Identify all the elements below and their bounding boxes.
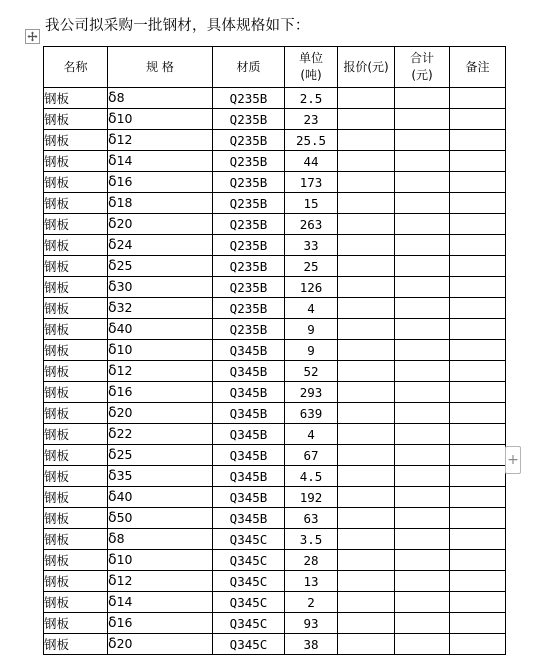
spec-value: 12 bbox=[116, 132, 133, 147]
cell-material[interactable]: Q235B bbox=[213, 193, 285, 214]
table-row bbox=[44, 550, 506, 571]
cell-quantity[interactable]: 13 bbox=[285, 571, 338, 592]
spec-value: 10 bbox=[116, 111, 133, 126]
spec-value: 8 bbox=[116, 531, 125, 546]
cell-name[interactable]: 钢板 bbox=[44, 319, 108, 340]
cell-total[interactable] bbox=[395, 424, 450, 445]
cell-spec[interactable] bbox=[108, 130, 213, 151]
delta-symbol: δ bbox=[108, 426, 117, 442]
cell-total[interactable] bbox=[395, 361, 450, 382]
cell-name[interactable]: 钢板 bbox=[44, 130, 108, 151]
spec-value: 22 bbox=[116, 426, 133, 441]
cell-price[interactable] bbox=[338, 256, 395, 277]
cell-total[interactable] bbox=[395, 319, 450, 340]
delta-symbol: δ bbox=[108, 90, 117, 106]
cell-remark[interactable] bbox=[450, 445, 506, 466]
cell-spec[interactable] bbox=[108, 634, 213, 655]
cell-price[interactable] bbox=[338, 382, 395, 403]
cell-price[interactable] bbox=[338, 613, 395, 634]
delta-symbol: δ bbox=[108, 468, 117, 484]
table-row bbox=[44, 319, 506, 340]
header-unit bbox=[285, 47, 338, 88]
cell-name[interactable]: 钢板 bbox=[44, 529, 108, 550]
cell-spec[interactable] bbox=[108, 424, 213, 445]
cell-quantity[interactable]: 2.5 bbox=[285, 88, 338, 109]
cell-quantity[interactable]: 192 bbox=[285, 487, 338, 508]
cell-remark[interactable] bbox=[450, 340, 506, 361]
cell-spec[interactable] bbox=[108, 550, 213, 571]
cell-name[interactable]: 钢板 bbox=[44, 277, 108, 298]
cell-spec[interactable] bbox=[108, 256, 213, 277]
cell-total[interactable] bbox=[395, 466, 450, 487]
cell-name[interactable]: 钢板 bbox=[44, 172, 108, 193]
header-remark: 备注 bbox=[450, 47, 506, 88]
delta-symbol: δ bbox=[108, 300, 117, 316]
header-unit-line2: (吨) bbox=[300, 68, 322, 82]
delta-symbol: δ bbox=[108, 384, 117, 400]
cell-spec[interactable] bbox=[108, 277, 213, 298]
header-total-line2: (元) bbox=[411, 68, 433, 82]
cell-price[interactable] bbox=[338, 193, 395, 214]
cell-name[interactable]: 钢板 bbox=[44, 340, 108, 361]
cell-total[interactable] bbox=[395, 634, 450, 655]
delta-symbol: δ bbox=[108, 489, 117, 505]
cell-name[interactable]: 钢板 bbox=[44, 214, 108, 235]
cell-price[interactable] bbox=[338, 172, 395, 193]
cell-remark[interactable] bbox=[450, 592, 506, 613]
cell-spec[interactable] bbox=[108, 109, 213, 130]
cell-quantity[interactable]: 67 bbox=[285, 445, 338, 466]
spec-value: 10 bbox=[116, 342, 133, 357]
delta-symbol: δ bbox=[108, 153, 117, 169]
spec-value: 16 bbox=[116, 384, 133, 399]
cell-remark[interactable] bbox=[450, 319, 506, 340]
cell-price[interactable] bbox=[338, 424, 395, 445]
cell-remark[interactable] bbox=[450, 613, 506, 634]
cell-remark[interactable] bbox=[450, 508, 506, 529]
table-row bbox=[44, 508, 506, 529]
cell-material[interactable]: Q345B bbox=[213, 424, 285, 445]
steel-spec-table bbox=[43, 46, 506, 655]
cell-quantity[interactable]: 15 bbox=[285, 193, 338, 214]
delta-symbol: δ bbox=[108, 636, 117, 652]
cell-price[interactable] bbox=[338, 109, 395, 130]
cell-spec[interactable] bbox=[108, 361, 213, 382]
spec-value: 30 bbox=[116, 279, 133, 294]
cell-total[interactable] bbox=[395, 235, 450, 256]
cell-price[interactable] bbox=[338, 235, 395, 256]
cell-total[interactable] bbox=[395, 340, 450, 361]
cell-quantity[interactable]: 28 bbox=[285, 550, 338, 571]
cell-remark[interactable] bbox=[450, 172, 506, 193]
cell-name[interactable]: 钢板 bbox=[44, 256, 108, 277]
table-row bbox=[44, 592, 506, 613]
plus-icon: + bbox=[507, 452, 519, 468]
delta-symbol: δ bbox=[108, 573, 117, 589]
cell-remark[interactable] bbox=[450, 277, 506, 298]
delta-symbol: δ bbox=[108, 132, 117, 148]
spec-value: 40 bbox=[116, 489, 133, 504]
intro-text: 我公司拟采购一批钢材，具体规格如下： bbox=[45, 18, 310, 34]
header-material: 材质 bbox=[213, 47, 285, 88]
cell-quantity[interactable]: 9 bbox=[285, 340, 338, 361]
cell-price[interactable] bbox=[338, 487, 395, 508]
spec-value: 16 bbox=[116, 174, 133, 189]
delta-symbol: δ bbox=[108, 258, 117, 274]
cell-quantity[interactable]: 93 bbox=[285, 613, 338, 634]
cell-price[interactable] bbox=[338, 340, 395, 361]
spec-value: 16 bbox=[116, 615, 133, 630]
cell-price[interactable] bbox=[338, 445, 395, 466]
cell-material[interactable]: Q235B bbox=[213, 277, 285, 298]
cell-material[interactable]: Q235B bbox=[213, 256, 285, 277]
cell-spec[interactable] bbox=[108, 466, 213, 487]
cell-remark[interactable] bbox=[450, 151, 506, 172]
cell-name[interactable]: 钢板 bbox=[44, 361, 108, 382]
cell-price[interactable] bbox=[338, 466, 395, 487]
cell-quantity[interactable]: 639 bbox=[285, 403, 338, 424]
spec-value: 12 bbox=[116, 573, 133, 588]
cell-material[interactable]: Q235B bbox=[213, 319, 285, 340]
cell-spec[interactable] bbox=[108, 445, 213, 466]
cell-remark[interactable] bbox=[450, 487, 506, 508]
table-row bbox=[44, 277, 506, 298]
table-row bbox=[44, 361, 506, 382]
cell-spec[interactable] bbox=[108, 235, 213, 256]
cell-spec[interactable] bbox=[108, 88, 213, 109]
cell-remark[interactable] bbox=[450, 256, 506, 277]
delta-symbol: δ bbox=[108, 279, 117, 295]
cell-remark[interactable] bbox=[450, 88, 506, 109]
table-row bbox=[44, 634, 506, 655]
table-move-handle[interactable] bbox=[25, 29, 40, 44]
delta-symbol: δ bbox=[108, 111, 117, 127]
delta-symbol: δ bbox=[108, 615, 117, 631]
table-row bbox=[44, 298, 506, 319]
cell-material[interactable]: Q345B bbox=[213, 340, 285, 361]
spec-value: 24 bbox=[116, 237, 133, 252]
cell-total[interactable] bbox=[395, 277, 450, 298]
cell-price[interactable] bbox=[338, 277, 395, 298]
cell-quantity[interactable]: 38 bbox=[285, 634, 338, 655]
cell-material[interactable]: Q345B bbox=[213, 361, 285, 382]
spec-value: 32 bbox=[116, 300, 133, 315]
table-row bbox=[44, 109, 506, 130]
cell-price[interactable] bbox=[338, 319, 395, 340]
cell-remark[interactable] bbox=[450, 214, 506, 235]
cell-total[interactable] bbox=[395, 193, 450, 214]
cell-total[interactable] bbox=[395, 130, 450, 151]
spec-value: 18 bbox=[116, 195, 133, 210]
cell-total[interactable] bbox=[395, 592, 450, 613]
table-body bbox=[44, 88, 506, 655]
cell-total[interactable] bbox=[395, 151, 450, 172]
cell-remark[interactable] bbox=[450, 529, 506, 550]
cell-material[interactable]: Q235B bbox=[213, 88, 285, 109]
spec-value: 25 bbox=[116, 447, 133, 462]
header-price: 报价(元) bbox=[338, 47, 395, 88]
delta-symbol: δ bbox=[108, 552, 117, 568]
cell-total[interactable] bbox=[395, 508, 450, 529]
cell-price[interactable] bbox=[338, 592, 395, 613]
cell-name[interactable]: 钢板 bbox=[44, 487, 108, 508]
table-row bbox=[44, 151, 506, 172]
cell-name[interactable]: 钢板 bbox=[44, 445, 108, 466]
cell-total[interactable] bbox=[395, 298, 450, 319]
cell-price[interactable] bbox=[338, 571, 395, 592]
cell-total[interactable] bbox=[395, 571, 450, 592]
cell-material[interactable]: Q345B bbox=[213, 382, 285, 403]
cell-quantity[interactable]: 2 bbox=[285, 592, 338, 613]
cell-quantity[interactable]: 3.5 bbox=[285, 529, 338, 550]
spec-value: 14 bbox=[116, 594, 133, 609]
cell-total[interactable] bbox=[395, 529, 450, 550]
delta-symbol: δ bbox=[108, 447, 117, 463]
delta-symbol: δ bbox=[108, 237, 117, 253]
cell-total[interactable] bbox=[395, 550, 450, 571]
cell-quantity[interactable]: 126 bbox=[285, 277, 338, 298]
header-total bbox=[395, 47, 450, 88]
delta-symbol: δ bbox=[108, 363, 117, 379]
cell-remark[interactable] bbox=[450, 130, 506, 151]
cell-material[interactable]: Q345B bbox=[213, 403, 285, 424]
spec-value: 50 bbox=[116, 510, 133, 525]
cell-remark[interactable] bbox=[450, 298, 506, 319]
cell-material[interactable]: Q235B bbox=[213, 151, 285, 172]
cell-spec[interactable] bbox=[108, 151, 213, 172]
cell-quantity[interactable]: 25.5 bbox=[285, 130, 338, 151]
cell-remark[interactable] bbox=[450, 403, 506, 424]
table-header-row bbox=[44, 47, 506, 88]
cell-material[interactable]: Q345C bbox=[213, 571, 285, 592]
cell-spec[interactable] bbox=[108, 613, 213, 634]
cell-name[interactable]: 钢板 bbox=[44, 235, 108, 256]
cell-material[interactable]: Q345B bbox=[213, 466, 285, 487]
cell-price[interactable] bbox=[338, 130, 395, 151]
cell-spec[interactable] bbox=[108, 508, 213, 529]
table-row bbox=[44, 613, 506, 634]
cell-name[interactable]: 钢板 bbox=[44, 382, 108, 403]
cell-material[interactable]: Q345C bbox=[213, 550, 285, 571]
cell-quantity[interactable]: 4.5 bbox=[285, 466, 338, 487]
table-row bbox=[44, 214, 506, 235]
cell-total[interactable] bbox=[395, 382, 450, 403]
table-row bbox=[44, 529, 506, 550]
cell-remark[interactable] bbox=[450, 550, 506, 571]
cell-material[interactable]: Q345C bbox=[213, 529, 285, 550]
cell-spec[interactable] bbox=[108, 403, 213, 424]
table-row bbox=[44, 571, 506, 592]
cell-remark[interactable] bbox=[450, 466, 506, 487]
cell-material[interactable]: Q235B bbox=[213, 109, 285, 130]
cell-quantity[interactable]: 33 bbox=[285, 235, 338, 256]
spec-value: 20 bbox=[116, 405, 133, 420]
cell-material[interactable]: Q345B bbox=[213, 508, 285, 529]
table-row bbox=[44, 130, 506, 151]
table-row bbox=[44, 256, 506, 277]
cell-material[interactable]: Q345C bbox=[213, 613, 285, 634]
cell-material[interactable]: Q345C bbox=[213, 592, 285, 613]
cell-material[interactable]: Q345C bbox=[213, 634, 285, 655]
cell-spec[interactable] bbox=[108, 298, 213, 319]
cell-price[interactable] bbox=[338, 214, 395, 235]
add-row-button[interactable] bbox=[505, 446, 521, 474]
cell-price[interactable] bbox=[338, 529, 395, 550]
header-name: 名称 bbox=[44, 47, 108, 88]
cell-price[interactable] bbox=[338, 88, 395, 109]
spec-value: 12 bbox=[116, 363, 133, 378]
delta-symbol: δ bbox=[108, 216, 117, 232]
cell-quantity[interactable]: 293 bbox=[285, 382, 338, 403]
cell-quantity[interactable]: 44 bbox=[285, 151, 338, 172]
delta-symbol: δ bbox=[108, 510, 117, 526]
cell-spec[interactable] bbox=[108, 592, 213, 613]
header-spec: 规 格 bbox=[108, 47, 213, 88]
cell-price[interactable] bbox=[338, 361, 395, 382]
cell-spec[interactable] bbox=[108, 382, 213, 403]
cell-name[interactable]: 钢板 bbox=[44, 613, 108, 634]
cell-name[interactable]: 钢板 bbox=[44, 298, 108, 319]
header-unit-line1: 单位 bbox=[298, 51, 323, 65]
cell-name[interactable]: 钢板 bbox=[44, 508, 108, 529]
cell-name[interactable]: 钢板 bbox=[44, 193, 108, 214]
cell-remark[interactable] bbox=[450, 361, 506, 382]
cell-name[interactable]: 钢板 bbox=[44, 109, 108, 130]
cell-price[interactable] bbox=[338, 298, 395, 319]
spec-value: 10 bbox=[116, 552, 133, 567]
table-row bbox=[44, 235, 506, 256]
cell-remark[interactable] bbox=[450, 382, 506, 403]
cell-remark[interactable] bbox=[450, 235, 506, 256]
cell-material[interactable]: Q345B bbox=[213, 445, 285, 466]
cell-name[interactable]: 钢板 bbox=[44, 424, 108, 445]
cell-price[interactable] bbox=[338, 151, 395, 172]
cell-name[interactable]: 钢板 bbox=[44, 88, 108, 109]
cell-spec[interactable] bbox=[108, 571, 213, 592]
cell-quantity[interactable]: 52 bbox=[285, 361, 338, 382]
cell-quantity[interactable]: 9 bbox=[285, 319, 338, 340]
table-row bbox=[44, 172, 506, 193]
delta-symbol: δ bbox=[108, 321, 117, 337]
cell-total[interactable] bbox=[395, 613, 450, 634]
delta-symbol: δ bbox=[108, 531, 117, 547]
table-row bbox=[44, 466, 506, 487]
cell-quantity[interactable]: 25 bbox=[285, 256, 338, 277]
cell-material[interactable]: Q345B bbox=[213, 487, 285, 508]
table-row bbox=[44, 382, 506, 403]
cell-spec[interactable] bbox=[108, 214, 213, 235]
move-arrows-icon bbox=[27, 31, 38, 42]
cell-price[interactable] bbox=[338, 550, 395, 571]
table-row bbox=[44, 445, 506, 466]
cell-remark[interactable] bbox=[450, 424, 506, 445]
cell-total[interactable] bbox=[395, 172, 450, 193]
cell-remark[interactable] bbox=[450, 193, 506, 214]
cell-price[interactable] bbox=[338, 508, 395, 529]
spec-value: 14 bbox=[116, 153, 133, 168]
spec-value: 20 bbox=[116, 636, 133, 651]
cell-total[interactable] bbox=[395, 109, 450, 130]
cell-name[interactable]: 钢板 bbox=[44, 592, 108, 613]
cell-material[interactable]: Q235B bbox=[213, 214, 285, 235]
spec-value: 35 bbox=[116, 468, 133, 483]
cell-spec[interactable] bbox=[108, 529, 213, 550]
delta-symbol: δ bbox=[108, 195, 117, 211]
cell-total[interactable] bbox=[395, 256, 450, 277]
delta-symbol: δ bbox=[108, 594, 117, 610]
cell-quantity[interactable]: 173 bbox=[285, 172, 338, 193]
table-row bbox=[44, 88, 506, 109]
cell-name[interactable]: 钢板 bbox=[44, 550, 108, 571]
cell-total[interactable] bbox=[395, 445, 450, 466]
cell-quantity[interactable]: 4 bbox=[285, 298, 338, 319]
delta-symbol: δ bbox=[108, 405, 117, 421]
cell-quantity[interactable]: 63 bbox=[285, 508, 338, 529]
cell-total[interactable] bbox=[395, 487, 450, 508]
table-row bbox=[44, 193, 506, 214]
cell-material[interactable]: Q235B bbox=[213, 235, 285, 256]
cell-quantity[interactable]: 23 bbox=[285, 109, 338, 130]
cell-remark[interactable] bbox=[450, 109, 506, 130]
spec-value: 20 bbox=[116, 216, 133, 231]
cell-spec[interactable] bbox=[108, 193, 213, 214]
cell-spec[interactable] bbox=[108, 172, 213, 193]
cell-quantity[interactable]: 263 bbox=[285, 214, 338, 235]
delta-symbol: δ bbox=[108, 342, 117, 358]
spec-value: 8 bbox=[116, 90, 125, 105]
cell-name[interactable]: 钢板 bbox=[44, 403, 108, 424]
table-row bbox=[44, 487, 506, 508]
delta-symbol: δ bbox=[108, 174, 117, 190]
cell-remark[interactable] bbox=[450, 634, 506, 655]
table-row bbox=[44, 340, 506, 361]
cell-quantity[interactable]: 4 bbox=[285, 424, 338, 445]
cell-spec[interactable] bbox=[108, 340, 213, 361]
cell-name[interactable]: 钢板 bbox=[44, 466, 108, 487]
cell-price[interactable] bbox=[338, 403, 395, 424]
cell-name[interactable]: 钢板 bbox=[44, 571, 108, 592]
cell-material[interactable]: Q235B bbox=[213, 172, 285, 193]
cell-total[interactable] bbox=[395, 88, 450, 109]
cell-remark[interactable] bbox=[450, 571, 506, 592]
cell-spec[interactable] bbox=[108, 487, 213, 508]
cell-total[interactable] bbox=[395, 403, 450, 424]
header-total-line1: 合计 bbox=[409, 51, 434, 65]
cell-spec[interactable] bbox=[108, 319, 213, 340]
cell-name[interactable]: 钢板 bbox=[44, 634, 108, 655]
cell-name[interactable]: 钢板 bbox=[44, 151, 108, 172]
table-row bbox=[44, 403, 506, 424]
cell-material[interactable]: Q235B bbox=[213, 298, 285, 319]
spec-value: 25 bbox=[116, 258, 133, 273]
cell-total[interactable] bbox=[395, 214, 450, 235]
table-row bbox=[44, 424, 506, 445]
spec-value: 40 bbox=[116, 321, 133, 336]
cell-material[interactable]: Q235B bbox=[213, 130, 285, 151]
cell-price[interactable] bbox=[338, 634, 395, 655]
